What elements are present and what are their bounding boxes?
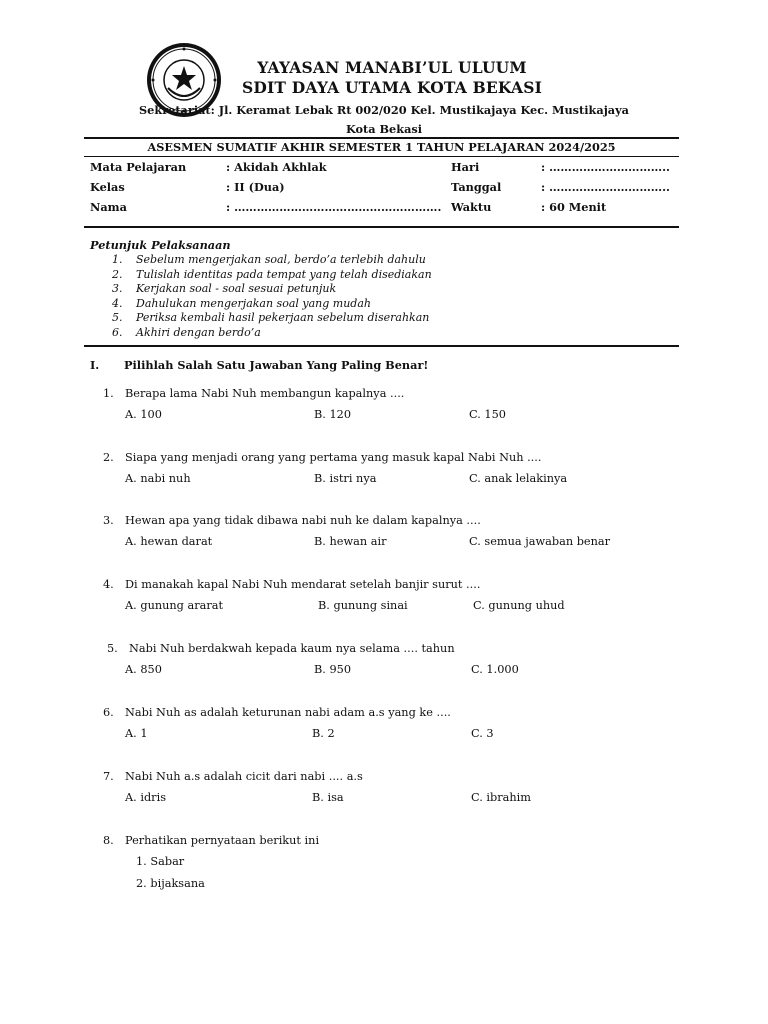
question-text: Perhatikan pernyataan berikut ini [125, 834, 320, 847]
question-number: 5. [107, 642, 118, 655]
question-text: Di manakah kapal Nabi Nuh mendarat setelah banjir surut .... [125, 578, 481, 591]
question-number: 8. [103, 834, 114, 847]
title-divider [84, 156, 679, 157]
time-label: Waktu [451, 200, 492, 214]
instruction-item: 5. Periksa kembali hasil pekerjaan sebelum diserahkan [112, 311, 430, 324]
option-b: B. hewan air [314, 535, 387, 548]
instruction-item: 4. Dahulukan mengerjakan soal yang mudah [112, 296, 371, 310]
class-value: : II (Dua) [226, 180, 285, 194]
option-b: B. 2 [312, 727, 335, 740]
address-line-1: Sekretariat: Jl. Keramat Lebak Rt 002/020 Kel. Mustikajaya Kec. Mustikajaya [139, 103, 629, 117]
address-line-2: Kota Bekasi [345, 122, 423, 136]
instructions-title: Petunjuk Pelaksanaan [90, 238, 231, 252]
option-a: A. nabi nuh [125, 472, 191, 485]
date-value: : ………………………….. [541, 180, 670, 194]
question-text: Nabi Nuh berdakwah kepada kaum nya selama .... tahun [129, 642, 455, 655]
day-label: Hari [451, 160, 480, 174]
option-c: C. 1.000 [471, 663, 519, 676]
school-name: SDIT DAYA UTAMA KOTA BEKASI [241, 78, 543, 97]
header-divider [84, 137, 679, 139]
option-b: B. istri nya [314, 472, 377, 485]
question-text: Siapa yang menjadi orang yang pertama yang masuk kapal Nabi Nuh .... [125, 451, 542, 464]
statement-item: 2. bijaksana [136, 877, 205, 890]
option-b: B. isa [312, 791, 344, 804]
section-title: Pilihlah Salah Satu Jawaban Yang Paling Benar! [124, 358, 429, 372]
option-c: C. 3 [471, 727, 494, 740]
date-label: Tanggal [451, 180, 502, 194]
question-text: Nabi Nuh a.s adalah cicit dari nabi .... a.s [125, 770, 363, 783]
instructions-list [112, 253, 432, 340]
subject-label: Mata Pelajaran [90, 160, 187, 174]
question-number: 6. [103, 706, 114, 719]
question-number: 4. [103, 578, 114, 591]
option-c: C. gunung uhud [473, 599, 565, 612]
option-c: C. ibrahim [471, 791, 532, 804]
info-divider [84, 226, 679, 228]
option-c: C. anak lelakinya [469, 472, 568, 485]
name-value: : ………………………………………………. [226, 200, 442, 214]
name-label: Nama [90, 200, 127, 214]
question-number: 3. [103, 514, 114, 527]
option-a: A. idris [125, 791, 166, 804]
option-a: A. gunung ararat [125, 599, 224, 612]
option-a: A. 100 [125, 408, 162, 421]
option-b: B. 120 [314, 408, 352, 421]
instruction-item: 1. Sebelum mengerjakan soal, berdo’a terlebih dahulu [112, 253, 426, 266]
foundation-name: YAYASAN MANABI’UL ULUUM [257, 58, 527, 77]
exam-title: ASESMEN SUMATIF AKHIR SEMESTER 1 TAHUN PELAJARAN 2024/2025 [147, 140, 616, 154]
day-value: : ………………………….. [541, 160, 670, 174]
question-number: 7. [103, 770, 114, 783]
statement-item: 1. Sabar [136, 855, 185, 868]
instructions-divider [84, 345, 679, 347]
question-number: 2. [103, 451, 114, 464]
option-c: C. semua jawaban benar [469, 535, 611, 548]
option-b: B. 950 [314, 663, 352, 676]
instruction-item: 6. Akhiri dengan berdo’a [112, 325, 261, 339]
subject-value: : Akidah Akhlak [226, 160, 327, 174]
option-b: B. gunung sinai [318, 599, 408, 612]
option-a: A. 850 [125, 663, 162, 676]
option-c: C. 150 [469, 408, 506, 421]
instruction-item: 3. Kerjakan soal - soal sesuai petunjuk [112, 282, 337, 295]
option-a: A. 1 [125, 727, 148, 740]
section-number: I. [90, 358, 100, 372]
instruction-item: 2. Tulislah identitas pada tempat yang telah disediakan [112, 267, 432, 281]
time-value: : 60 Menit [541, 200, 607, 214]
question-number: 1. [103, 387, 114, 400]
class-label: Kelas [90, 180, 125, 194]
question-text: Nabi Nuh as adalah keturunan nabi adam a.s yang ke .... [125, 706, 451, 719]
question-text: Hewan apa yang tidak dibawa nabi nuh ke dalam kapalnya .... [125, 514, 481, 527]
option-a: A. hewan darat [125, 535, 213, 548]
question-text: Berapa lama Nabi Nuh membangun kapalnya .... [125, 387, 405, 400]
